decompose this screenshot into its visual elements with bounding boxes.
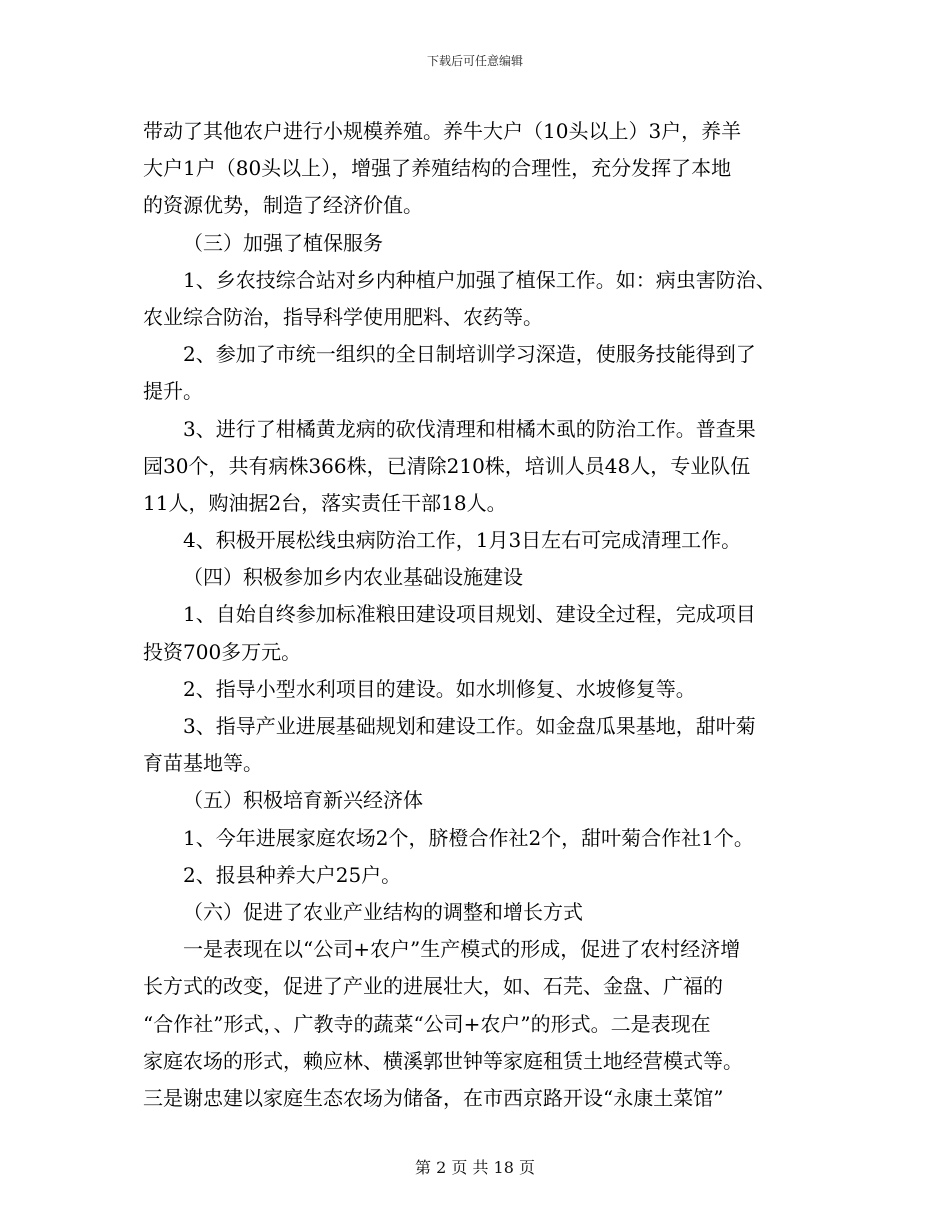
page-header: 下载后可任意编辑 <box>426 54 523 68</box>
text-line: 三是谢忠建以家庭生态农场为储备，在市西京路开设“永康土菜馆” <box>143 1085 724 1110</box>
text-line: 2、指导小型水利项目的建设。如水圳修复、水坡修复等。 <box>183 676 696 701</box>
text-line: 带动了其他农户进行小规模养殖。养牛大户（10头以上）3户，养羊 <box>143 119 742 143</box>
page-footer: 第 2 页 共 18 页 <box>415 1158 535 1177</box>
text-line: 1、自始自终参加标准粮田建设项目规划、建设全过程，完成项目 <box>183 602 756 627</box>
text-line: 长方式的改变，促进了产业的进展壮大，如、石芫、金盘、广福的 <box>143 974 723 999</box>
text-line: 提升。 <box>143 379 203 404</box>
text-line: （五）积极培育新兴经济体 <box>183 788 423 813</box>
text-line: 4、积极开展松线虫病防治工作，1月3日左右可完成清理工作。 <box>183 528 742 553</box>
text-line: 园30个，共有病株366株，已清除210株，培训人员48人，专业队伍 <box>143 453 751 478</box>
text-line: 11人，购油据2台，落实责任干部18人。 <box>143 490 507 515</box>
text-line: 3、指导产业进展基础规划和建设工作。如金盘瓜果基地，甜叶菊 <box>183 714 756 738</box>
text-line: （六）促进了农业产业结构的调整和增长方式 <box>183 899 583 924</box>
text-line: 投资700多万元。 <box>143 639 302 664</box>
body-text <box>143 113 823 1117</box>
text-line: 1、今年进展家庭农场2个，脐橙合作社2个，甜叶菊合作社1个。 <box>183 825 754 850</box>
text-line: 家庭农场的形式，赖应林、横溪郭世钟等家庭租赁土地经营模式等。 <box>143 1048 743 1073</box>
text-line: 2、报县种养大户25户。 <box>183 862 402 887</box>
text-line: （三）加强了植保服务 <box>183 230 383 255</box>
text-line: （四）积极参加乡内农业基础设施建设 <box>183 565 523 590</box>
text-line: 1、乡农技综合站对乡内种植户加强了植保工作。如：病虫害防治、 <box>183 267 776 292</box>
text-line: 大户1户（80头以上），增强了养殖结构的合理性，充分发挥了本地 <box>143 156 732 181</box>
text-line: 3、进行了柑橘黄龙病的砍伐清理和柑橘木虱的防治工作。普查果 <box>183 416 756 441</box>
text-line: “合作社”形式，、广教寺的蔬菜“公司+农户”的形式。二是表现在 <box>143 1011 711 1036</box>
text-line: 育苗基地等。 <box>143 751 263 776</box>
text-line: 2、参加了市统一组织的全日制培训学习深造，使服务技能得到了 <box>183 342 756 367</box>
text-line: 一是表现在以“公司+农户”生产模式的形成，促进了农村经济增 <box>183 937 741 962</box>
text-line: 的资源优势，制造了经济价值。 <box>143 193 423 218</box>
text-line: 农业综合防治，指导科学使用肥料、农药等。 <box>143 304 543 329</box>
